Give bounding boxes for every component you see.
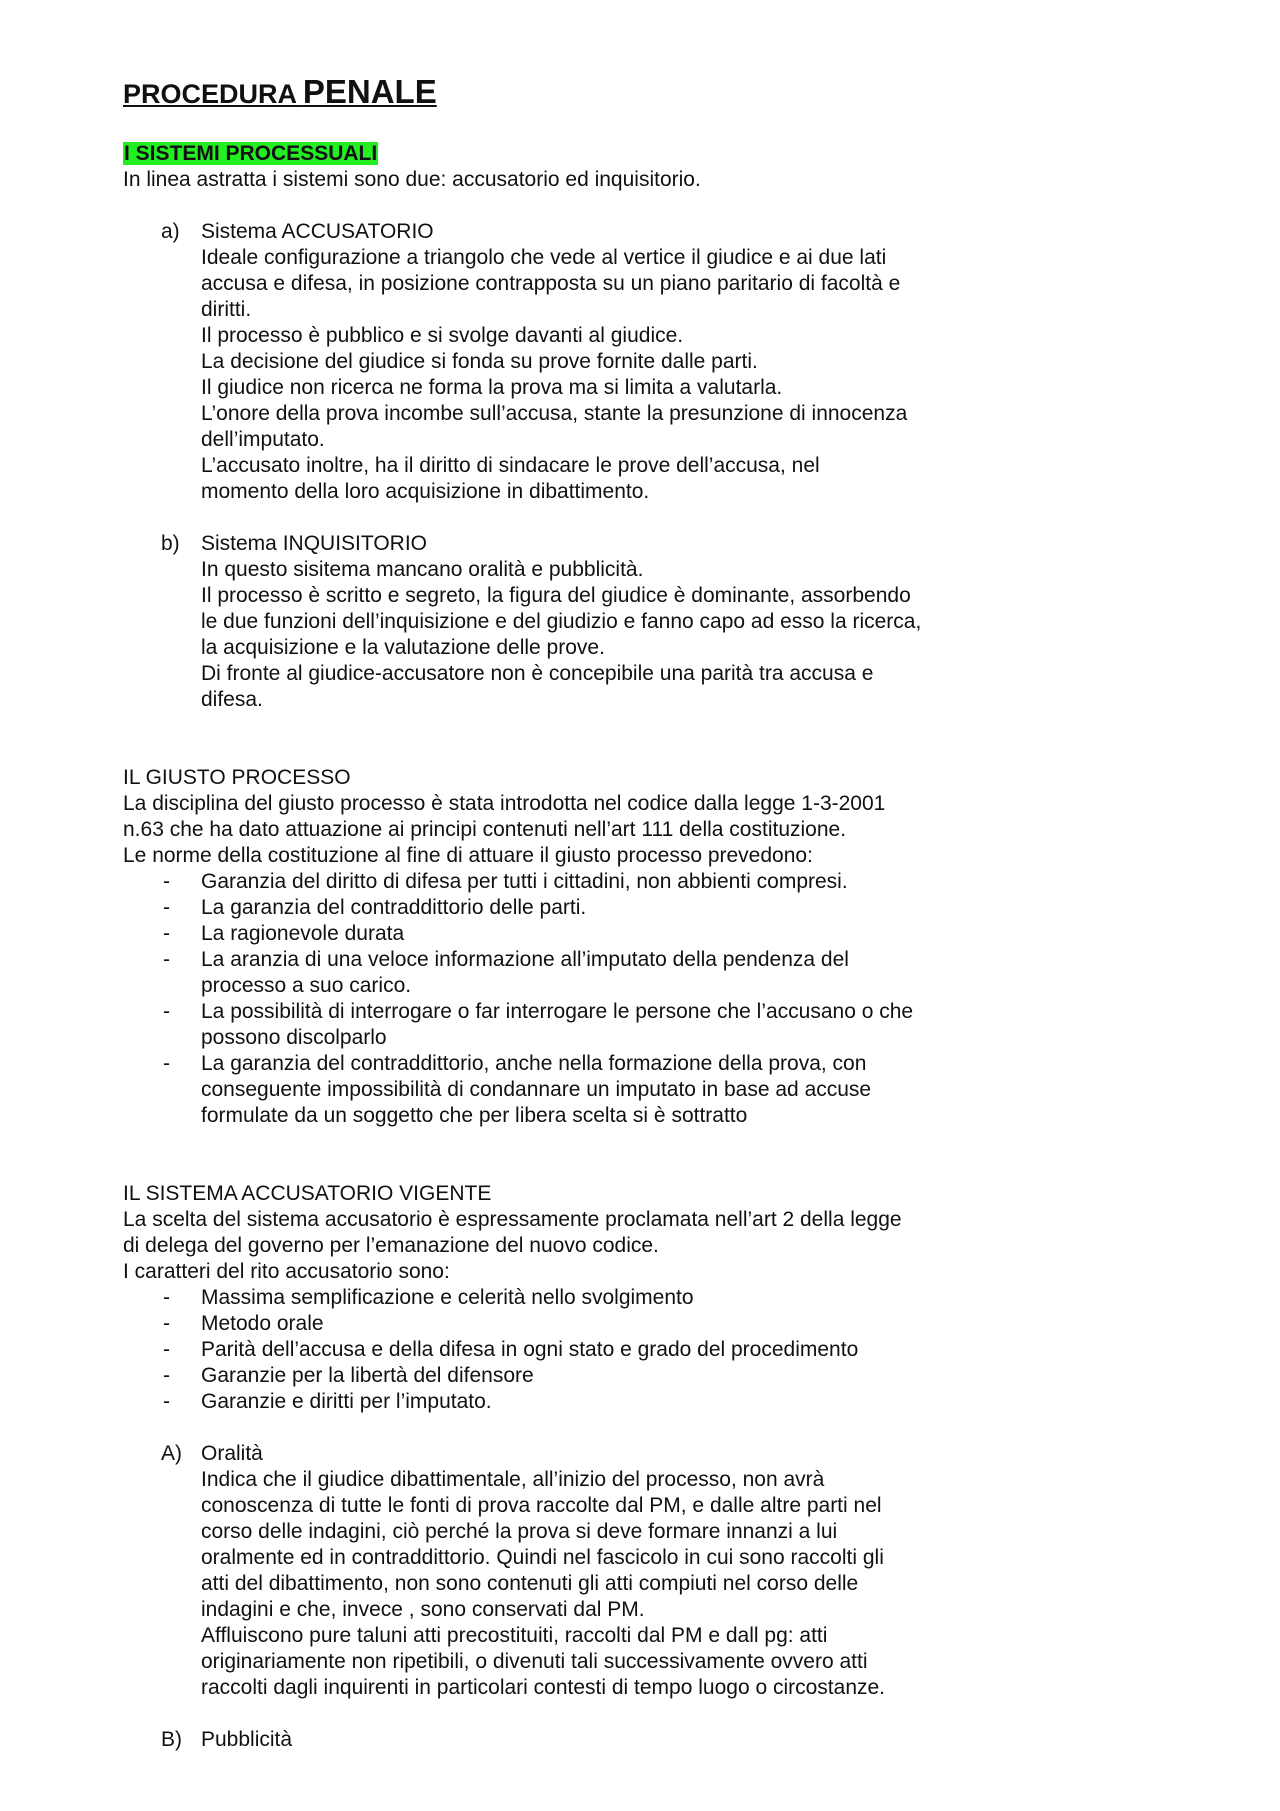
bullet-line: formulate da un soggetto che per libera scelta si è sottratto xyxy=(201,1104,748,1127)
bullet-item xyxy=(123,1311,1130,1337)
paragraph-line: le due funzioni dell’inquisizione e del giudizio e fanno capo ad esso la ricerca, xyxy=(201,610,922,633)
paragraph-line: di delega del governo per l’emanazione del nuovo codice. xyxy=(123,1234,659,1257)
bullet-line: Metodo orale xyxy=(201,1312,324,1335)
paragraph-line: Il processo è scritto e segreto, la figura del giudice è dominante, assorbendo xyxy=(201,584,911,607)
bullet-marker: - xyxy=(163,922,170,945)
bullet-line: conseguente impossibilità di condannare un imputato in base ad accuse xyxy=(201,1078,872,1101)
bullet-item xyxy=(123,1363,1130,1389)
paragraph-line: Il processo è pubblico e si svolge davanti al giudice. xyxy=(201,324,684,347)
bullet-item xyxy=(123,895,1130,921)
document-title xyxy=(123,72,1130,117)
bullet-marker: - xyxy=(163,1338,170,1361)
paragraph-line: La decisione del giudice si fonda su prove fornite dalle parti. xyxy=(201,350,758,373)
paragraph-line: Pubblicità xyxy=(201,1728,293,1751)
bullet-line: La possibilità di interrogare o far interrogare le persone che l’accusano o che xyxy=(201,1000,914,1023)
bullet-marker: - xyxy=(163,1000,170,1023)
bullet-item xyxy=(123,999,1130,1051)
paragraph-line: La scelta del sistema accusatorio è espressamente proclamata nell’art 2 della legge xyxy=(123,1208,902,1231)
paragraph-line: difesa. xyxy=(201,688,263,711)
paragraph-line: momento della loro acquisizione in dibattimento. xyxy=(201,480,650,503)
paragraph-line: Ideale configurazione a triangolo che vede al vertice il giudice e ai due lati xyxy=(201,246,887,269)
paragraph-line: Il giudice non ricerca ne forma la prova ma si limita a valutarla. xyxy=(201,376,783,399)
bullet-line: Massima semplificazione e celerità nello svolgimento xyxy=(201,1286,694,1309)
list-item-oralita xyxy=(123,1441,1130,1701)
paragraph-line: L’accusato inoltre, ha il diritto di sindacare le prove dell’accusa, nel xyxy=(201,454,820,477)
list-item-pubblicita xyxy=(123,1727,1130,1753)
paragraph-line: diritti. xyxy=(201,298,252,321)
paragraph-line: atti del dibattimento, non sono contenuti gli atti compiuti nel corso delle xyxy=(201,1572,859,1595)
bullet-line: La garanzia del contraddittorio, anche nella formazione della prova, con xyxy=(201,1052,867,1075)
bullet-line: possono discolparlo xyxy=(201,1026,387,1049)
list-item-sistema-inquisitorio xyxy=(123,531,1130,713)
title-part-procedura: PROCEDURA xyxy=(123,79,298,109)
list-item-sistema-accusatorio xyxy=(123,219,1130,505)
bullet-line: processo a suo carico. xyxy=(201,974,412,997)
bullet-line: La ragionevole durata xyxy=(201,922,405,945)
bullet-item xyxy=(123,921,1130,947)
paragraph-line: dell’imputato. xyxy=(201,428,325,451)
bullet-marker: - xyxy=(163,870,170,893)
list-marker: B) xyxy=(161,1728,182,1751)
paragraph-line: conoscenza di tutte le fonti di prova raccolte dal PM, e dalle altre parti nel xyxy=(201,1494,882,1517)
paragraph-line: Oralità xyxy=(201,1442,263,1465)
list-marker: b) xyxy=(161,532,180,555)
bullet-marker: - xyxy=(163,1364,170,1387)
paragraph-line: Indica che il giudice dibattimentale, all’inizio del processo, non avrà xyxy=(201,1468,825,1491)
list-marker: a) xyxy=(161,220,180,243)
bullet-line: La aranzia di una veloce informazione all’imputato della pendenza del xyxy=(201,948,849,971)
bullet-marker: - xyxy=(163,1286,170,1309)
bullet-item xyxy=(123,869,1130,895)
paragraph-line: La disciplina del giusto processo è stata introdotta nel codice dalla legge 1-3-2001 xyxy=(123,792,886,815)
bullet-line: Garanzie per la libertà del difensore xyxy=(201,1364,534,1387)
section-heading-sistemi-processuali: I SISTEMI PROCESSUALI xyxy=(124,142,378,165)
paragraph-line: Le norme della costituzione al fine di attuare il giusto processo prevedono: xyxy=(123,844,813,867)
section-intro: In linea astratta i sistemi sono due: accusatorio ed inquisitorio. xyxy=(123,168,701,191)
bullet-marker: - xyxy=(163,896,170,919)
bullet-line: La garanzia del contraddittorio delle parti. xyxy=(201,896,587,919)
paragraph-line: I caratteri del rito accusatorio sono: xyxy=(123,1260,450,1283)
bullet-item xyxy=(123,1285,1130,1311)
paragraph-line: la acquisizione e la valutazione delle prove. xyxy=(201,636,605,659)
bullet-marker: - xyxy=(163,1390,170,1413)
bullet-item xyxy=(123,947,1130,999)
paragraph-line: corso delle indagini, ciò perché la prova si deve formare innanzi a lui xyxy=(201,1520,838,1543)
paragraph-line: L’onore della prova incombe sull’accusa, stante la presunzione di innocenza xyxy=(201,402,908,425)
paragraph-line: raccolti dagli inquirenti in particolari contesti di tempo luogo o circostanze. xyxy=(201,1676,886,1699)
paragraph-line: In questo sisitema mancano oralità e pubblicità. xyxy=(201,558,644,581)
paragraph-line: indagini e che, invece , sono conservati dal PM. xyxy=(201,1598,645,1621)
bullet-item xyxy=(123,1051,1130,1129)
paragraph-line: originariamente non ripetibili, o divenuti tali successivamente ovvero atti xyxy=(201,1650,868,1673)
bullet-item xyxy=(123,1337,1130,1363)
bullet-marker: - xyxy=(163,1312,170,1335)
bullet-marker: - xyxy=(163,1052,170,1075)
paragraph-line: Di fronte al giudice-accusatore non è concepibile una parità tra accusa e xyxy=(201,662,874,685)
paragraph-line: n.63 che ha dato attuazione ai principi contenuti nell’art 111 della costituzione. xyxy=(123,818,847,841)
bullet-line: Garanzie e diritti per l’imputato. xyxy=(201,1390,492,1413)
bullet-line: Garanzia del diritto di difesa per tutti i cittadini, non abbienti compresi. xyxy=(201,870,848,893)
list-marker: A) xyxy=(161,1442,182,1465)
paragraph-line: Sistema ACCUSATORIO xyxy=(201,220,434,243)
paragraph-line: accusa e difesa, in posizione contrapposta su un piano paritario di facoltà e xyxy=(201,272,901,295)
section-heading-sistema-accusatorio-vigente: IL SISTEMA ACCUSATORIO VIGENTE xyxy=(123,1182,492,1205)
bullet-item xyxy=(123,1389,1130,1415)
paragraph-line: Affluiscono pure taluni atti precostituiti, raccolti dal PM e dall pg: atti xyxy=(201,1624,828,1647)
paragraph-line: Sistema INQUISITORIO xyxy=(201,532,427,555)
section-heading-giusto-processo: IL GIUSTO PROCESSO xyxy=(123,766,351,789)
bullet-line: Parità dell’accusa e della difesa in ogni stato e grado del procedimento xyxy=(201,1338,859,1361)
title-part-penale: PENALE xyxy=(302,73,437,110)
bullet-marker: - xyxy=(163,948,170,971)
paragraph-line: oralmente ed in contraddittorio. Quindi nel fascicolo in cui sono raccolti gli xyxy=(201,1546,884,1569)
